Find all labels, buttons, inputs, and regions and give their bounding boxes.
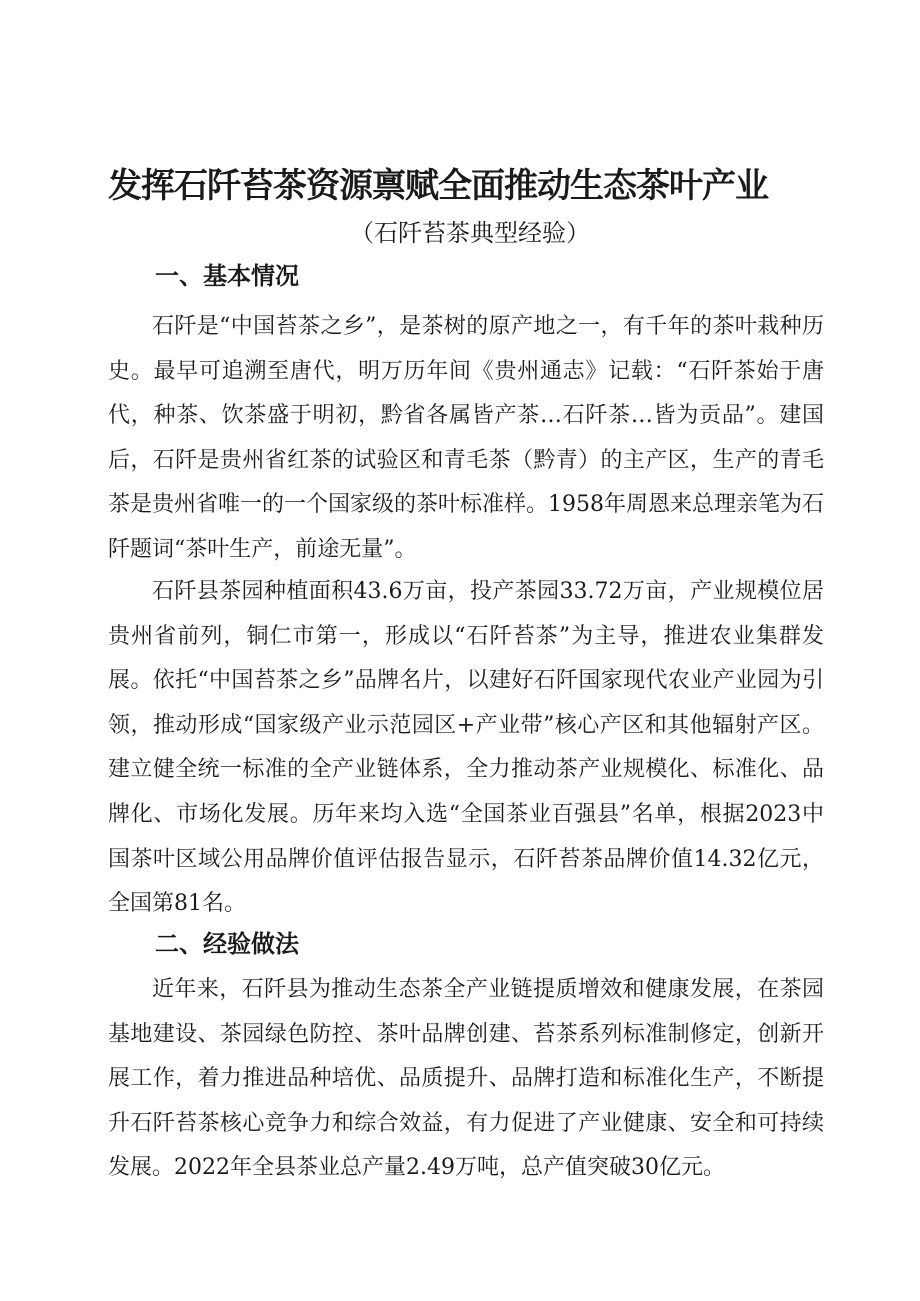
section-heading-basic-info: 一、基本情况 [155, 262, 299, 290]
document-subtitle: （石阡苔茶典型经验） [350, 219, 590, 247]
paragraph-practices: 近年来，石阡县为推动生态茶全产业链提质增效和健康发展，在茶园基地建设、茶园绿色防控、茶叶品牌创建、苔茶系列标准制修定，创新开展工作，着力推进品种培优、品质提升、品牌打造和标准化生产，不断提升石阡苔茶核心竞争力和综合效益，有力促进了产业健康、安全和可持续发展。2022年全县茶业总产量2.49万吨，总产值突破30亿元。 [108, 977, 824, 1181]
paragraph-scale: 石阡县茶园种植面积43.6万亩，投产茶园33.72万亩，产业规模位居贵州省前列，铜仁市第一，形成以“石阡苔茶”为主导，推进农业集群发展。依托“中国苔茶之乡”品牌名片，以建好石阡国家现代农业产业园为引领，推动形成“国家级产业示范园区+产业带”核心产区和其他辐射产区。建立健全统一标准的全产业链体系，全力推动茶产业规模化、标准化、品牌化、市场化发展。历年来均入选“全国茶业百强县”名单，根据2023中国茶叶区域公用品牌价值评估报告显示，石阡苔茶品牌价值14.32亿元，全国第81名。 [108, 579, 824, 917]
paragraph-history: 石阡是“中国苔茶之乡”，是茶树的原产地之一，有千年的茶叶栽种历史。最早可追溯至唐代，明万历年间《贵州通志》记载：“石阡茶始于唐代，种茶、饮茶盛于明初，黔省各属皆产茶…石阡茶…皆为贡品”。建国后，石阡是贵州省红茶的试验区和青毛茶（黔青）的主产区，生产的青毛茶是贵州省唯一的一个国家级的茶叶标准样。1958年周恩来总理亲笔为石阡题词“茶叶生产，前途无量”。 [108, 314, 824, 562]
document-title: 发挥石阡苔茶资源禀赋全面推动生态茶叶产业 [108, 166, 768, 206]
section-heading-experience: 二、经验做法 [155, 930, 299, 958]
